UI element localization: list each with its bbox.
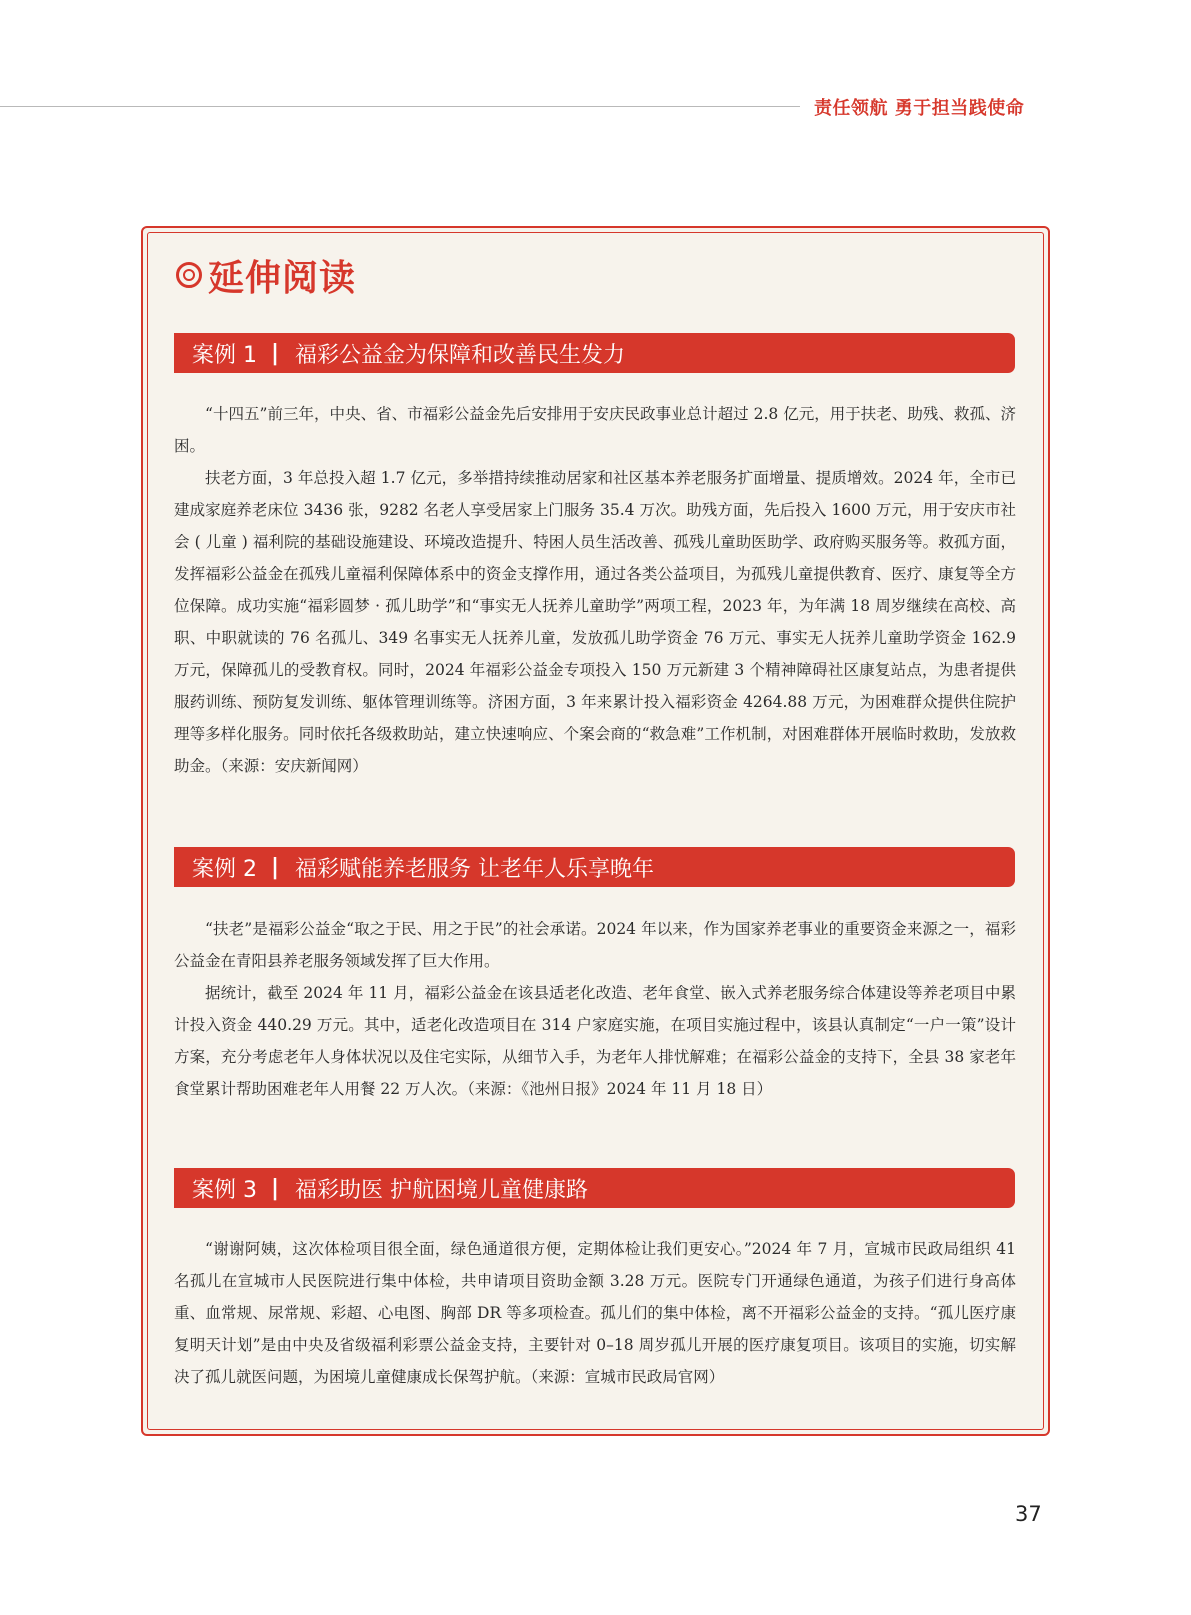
case-2-paragraph: 据统计，截至 2024 年 11 月，福彩公益金在该县适老化改造、老年食堂、嵌入式养老服务综合体建设等养老项目中累计投入资金 440.29 万元。其中，适老化改造项目在 314 户家庭实施，在项目实施过程中，该县认真制定“一户一策”设计方案，充分考虑老年人身体状况以及住宅实际，从细节入手，为老年人排忧解难；在福彩公益金的支持下，全县 38 家老年食堂累计帮助困难老年人用餐 22 万人次。（来源：《池州日报》2024 年 11 月 18 日） bbox=[174, 984, 1016, 1098]
case-3-number: 案例 3 bbox=[192, 1177, 257, 1203]
case-2-number: 案例 2 bbox=[192, 856, 257, 882]
case-3-separator: | bbox=[271, 1175, 280, 1201]
case-2-paragraph: “扶老”是福彩公益金“取之于民、用之于民”的社会承诺。2024 年以来，作为国家养老事业的重要资金来源之一，福彩公益金在青阳县养老服务领域发挥了巨大作用。 bbox=[174, 920, 1016, 970]
header-rule bbox=[0, 106, 800, 107]
case-1-paragraph: 扶老方面，3 年总投入超 1.7 亿元，多举措持续推动居家和社区基本养老服务扩面增量、提质增效。2024 年，全市已建成家庭养老床位 3436 张，9282 名老人享受居家上门服务 35.4 万次。助残方面，先后投入 1600 万元，用于安庆市社会 ( 儿童 ) 福利院的基础设施建设、环境改造提升、特困人员生活改善、孤残儿童助医助学、政府购买服务等。救孤方面，发挥福彩公益金在孤残儿童福利保障体系中的资金支撑作用，通过各类公益项目，为孤残儿童提供教育、医疗、康复等全方位保障。成功实施“福彩圆梦 · 孤儿助学”和“事实无人抚养儿童助学”两项工程，2023 年，为年满 18 周岁继续在高校、高职、中职就读的 76 名孤儿、349 名事实无人抚养儿童，发放孤儿助学资金 76 万元、事实无人抚养儿童助学资金 162.9 万元，保障孤儿的受教育权。同时，2024 年福彩公益金专项投入 150 万元新建 3 个精神障碍社区康复站点，为患者提供服药训练、预防复发训练、躯体管理训练等。济困方面，3 年来累计投入福彩资金 4264.88 万元，为困难群众提供住院护理等多样化服务。同时依托各级救助站，建立快速响应、个案会商的“救急难”工作机制，对困难群体开展临时救助，发放救助金。（来源：安庆新闻网） bbox=[174, 469, 1016, 775]
case-1-number: 案例 1 bbox=[192, 342, 257, 368]
case-1-header bbox=[174, 333, 1015, 373]
case-1-separator: | bbox=[271, 340, 280, 366]
case-3-paragraph: “谢谢阿姨，这次体检项目很全面，绿色通道很方便，定期体检让我们更安心。”2024 年 7 月，宣城市民政局组织 41 名孤儿在宣城市人民医院进行集中体检，共申请项目资助金额 3.28 万元。医院专门开通绿色通道，为孩子们进行身高体重、血常规、尿常规、彩超、心电图、胸部 DR 等多项检查。孤儿们的集中体检，离不开福彩公益金的支持。“孤儿医疗康复明天计划”是由中央及省级福利彩票公益金支持，主要针对 0–18 周岁孤儿开展的医疗康复项目。该项目的实施，切实解决了孤儿就医问题，为困境儿童健康成长保驾护航。（来源：宣城市民政局官网） bbox=[174, 1240, 1016, 1386]
page-number: 37 bbox=[1015, 1502, 1042, 1526]
case-1-paragraph: “十四五”前三年，中央、省、市福彩公益金先后安排用于安庆民政事业总计超过 2.8 亿元，用于扶老、助残、救孤、济困。 bbox=[174, 405, 1016, 455]
case-2-title: 福彩赋能养老服务 让老年人乐享晚年 bbox=[295, 856, 655, 882]
case-3-body bbox=[174, 1233, 1016, 1393]
extended-reading-title: 延伸阅读 bbox=[208, 257, 357, 299]
case-1-body bbox=[174, 398, 1016, 782]
case-3-title: 福彩助医 护航困境儿童健康路 bbox=[295, 1177, 589, 1203]
case-3-header bbox=[174, 1168, 1015, 1208]
case-2-separator: | bbox=[271, 854, 280, 880]
double-circle-icon bbox=[176, 262, 202, 288]
case-2-body bbox=[174, 913, 1016, 1105]
running-header-title: 责任领航 勇于担当践使命 bbox=[814, 98, 1025, 119]
case-2-header bbox=[174, 847, 1015, 887]
extended-reading-heading bbox=[176, 252, 356, 298]
case-1-title: 福彩公益金为保障和改善民生发力 bbox=[295, 342, 626, 368]
